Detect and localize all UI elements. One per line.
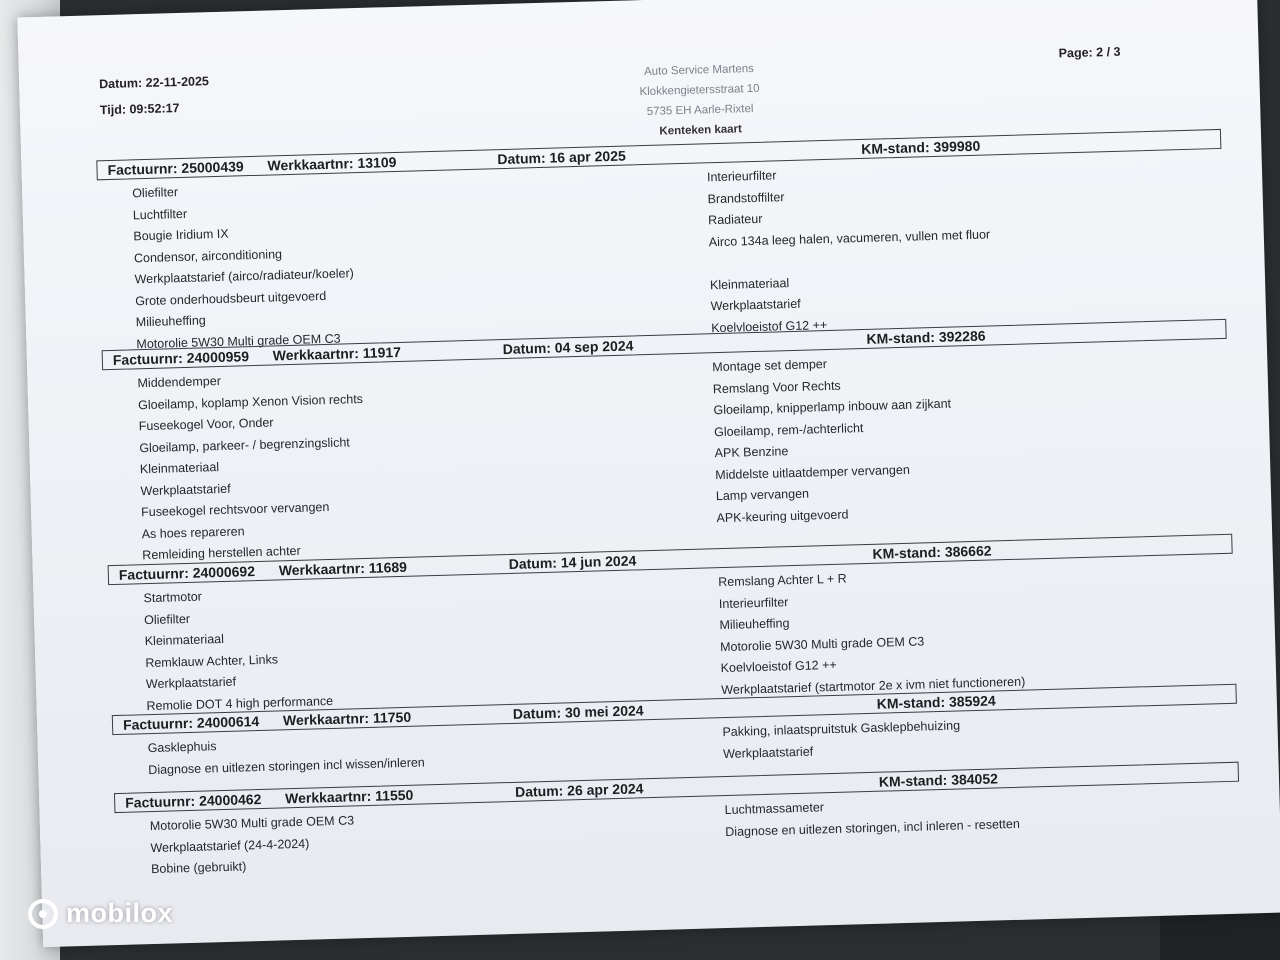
right-items bbox=[718, 558, 1221, 701]
list-item: Gloeilamp, koplamp Xenon Vision rechts bbox=[137, 391, 364, 412]
list-item: Brandstoffilter bbox=[707, 189, 785, 206]
mileage: KM-stand: 385924 bbox=[876, 692, 996, 712]
workcard-number: Werkkaartnr: 11689 bbox=[278, 558, 408, 579]
list-item: Luchtmassameter bbox=[724, 800, 825, 818]
invoice-date: Datum: 04 sep 2024 bbox=[502, 337, 634, 358]
invoice-block bbox=[96, 129, 1226, 356]
list-item: Gloeilamp, parkeer- / begrenzingslicht bbox=[139, 434, 350, 455]
right-items bbox=[712, 343, 1217, 550]
list-item: Werkplaatstarief (24-4-2024) bbox=[150, 836, 310, 855]
list-item: Fuseekogel rechtsvoor vervangen bbox=[140, 499, 330, 520]
list-item: Bougie Iridium IX bbox=[133, 226, 229, 244]
invoice-number: Factuurnr: 24000462 bbox=[125, 790, 262, 811]
invoice-number: Factuurnr: 24000959 bbox=[112, 348, 250, 368]
invoice-number: Factuurnr: 25000439 bbox=[107, 158, 244, 179]
list-item: Pakking, inlaatspruitstuk Gasklepbehuizing bbox=[722, 718, 961, 740]
list-item: Oliefilter bbox=[143, 611, 191, 627]
list-item: Luchtfilter bbox=[132, 206, 188, 222]
company-block bbox=[609, 58, 791, 143]
invoice-date: Datum: 14 jun 2024 bbox=[508, 552, 637, 572]
list-item: APK Benzine bbox=[714, 444, 789, 461]
list-item: Interieurfilter bbox=[718, 594, 789, 611]
list-item: Gasklephuis bbox=[147, 739, 217, 756]
list-item: Middendemper bbox=[137, 373, 222, 391]
list-item: As hoes repareren bbox=[141, 523, 245, 541]
left-items bbox=[102, 357, 717, 567]
workcard-number: Werkkaartnr: 13109 bbox=[267, 153, 397, 174]
list-item: Koelvloeistof G12 ++ bbox=[720, 657, 837, 676]
list-item: Diagnose en uitlezen storingen, incl inleren - resetten bbox=[725, 816, 1020, 839]
list-item: Motorolie 5W30 Multi grade OEM C3 bbox=[719, 633, 925, 654]
invoice-block bbox=[102, 319, 1233, 568]
list-item: Kleinmateriaal bbox=[709, 275, 790, 292]
list-item: Werkplaatstarief (airco/radiateur/koeler) bbox=[134, 266, 355, 287]
list-item: Milieuheffing bbox=[135, 313, 206, 330]
company-city: 5735 EH Aarle-Rixtel bbox=[646, 102, 754, 118]
invoice-number: Factuurnr: 24000614 bbox=[122, 713, 260, 733]
list-item: Montage set demper bbox=[712, 357, 828, 375]
page-number: Page: 2 / 3 bbox=[1058, 44, 1121, 61]
right-items bbox=[724, 786, 1226, 864]
invoice-number: Factuurnr: 24000692 bbox=[118, 563, 256, 583]
left-items bbox=[115, 800, 727, 882]
list-item: Werkplaatstarief bbox=[710, 296, 801, 314]
watermark bbox=[28, 898, 173, 929]
list-item: Lamp vervangen bbox=[715, 486, 810, 504]
watermark-text: mobilox bbox=[66, 898, 174, 928]
invoice-block bbox=[114, 762, 1241, 882]
mileage: KM-stand: 384052 bbox=[878, 770, 999, 790]
mileage: KM-stand: 386662 bbox=[872, 542, 992, 562]
invoice-date: Datum: 26 apr 2024 bbox=[514, 780, 644, 800]
list-item: Werkplaatstarief bbox=[140, 481, 231, 498]
list-item: Oliefilter bbox=[132, 185, 179, 201]
list-item: Remleiding herstellen achter bbox=[142, 543, 301, 563]
list-item: Radiateur bbox=[707, 211, 763, 228]
list-item: Kleinmateriaal bbox=[139, 460, 220, 477]
mileage: KM-stand: 392286 bbox=[866, 327, 986, 347]
list-item: APK-keuring uitgevoerd bbox=[716, 506, 849, 525]
list-item: Remslang Achter L + R bbox=[718, 571, 847, 590]
print-date: Datum: 22-11-2025 bbox=[98, 74, 210, 92]
invoice-date: Datum: 30 mei 2024 bbox=[512, 702, 644, 722]
list-item: Milieuheffing bbox=[719, 616, 790, 633]
list-item: Bobine (gebruikt) bbox=[150, 859, 247, 877]
list-item: Condensor, airconditioning bbox=[133, 246, 283, 265]
left-items bbox=[97, 167, 712, 356]
list-item: Motorolie 5W30 Multi grade OEM C3 bbox=[136, 331, 341, 351]
list-item: Startmotor bbox=[143, 589, 203, 606]
company-name: Auto Service Martens bbox=[643, 62, 755, 79]
mileage: KM-stand: 399980 bbox=[860, 137, 981, 157]
document-title: Kenteken kaart bbox=[659, 123, 743, 138]
list-item: Airco 134a leeg halen, vacumeren, vullen met fluor bbox=[708, 226, 991, 249]
list-item: Motorolie 5W30 Multi grade OEM C3 bbox=[149, 813, 355, 834]
list-item: Remolie DOT 4 high performance bbox=[146, 693, 334, 713]
invoice-sheet bbox=[17, 0, 1280, 947]
right-items bbox=[722, 708, 1223, 765]
list-item: Kleinmateriaal bbox=[144, 631, 225, 649]
list-item: Gloeilamp, rem-/achterlicht bbox=[713, 420, 864, 439]
company-street: Klokkengietersstraat 10 bbox=[639, 82, 760, 99]
invoice-date: Datum: 16 apr 2025 bbox=[497, 147, 626, 168]
list-item: Werkplaatstarief (startmotor 2e x ivm niet functioneren) bbox=[721, 674, 1026, 697]
list-item: Diagnose en uitlezen storingen incl wissen/inleren bbox=[148, 754, 425, 777]
right-items bbox=[707, 153, 1212, 339]
list-item: Remklauw Achter, Links bbox=[145, 651, 279, 670]
list-item: Fuseekogel Voor, Onder bbox=[138, 415, 274, 434]
list-item: Grote onderhoudsbeurt uitgevoerd bbox=[135, 288, 327, 308]
list-item: Gloeilamp, knipperlamp inbouw aan zijkant bbox=[713, 396, 952, 418]
list-item: Remslang Voor Rechts bbox=[712, 378, 841, 396]
mobilox-logo-icon bbox=[28, 899, 58, 929]
left-items bbox=[108, 572, 721, 718]
list-item: Werkplaatstarief bbox=[145, 674, 237, 692]
workcard-number: Werkkaartnr: 11750 bbox=[282, 708, 412, 729]
list-item: Koelvloeistof G12 ++ bbox=[710, 317, 828, 335]
print-time: Tijd: 09:52:17 bbox=[99, 101, 180, 118]
workcard-number: Werkkaartnr: 11917 bbox=[272, 343, 402, 364]
list-item: Interieurfilter bbox=[706, 168, 777, 185]
list-item: Werkplaatstarief bbox=[722, 744, 814, 761]
list-item: Middelste uitlaatdemper vervangen bbox=[715, 462, 910, 482]
workcard-number: Werkkaartnr: 11550 bbox=[284, 786, 414, 807]
